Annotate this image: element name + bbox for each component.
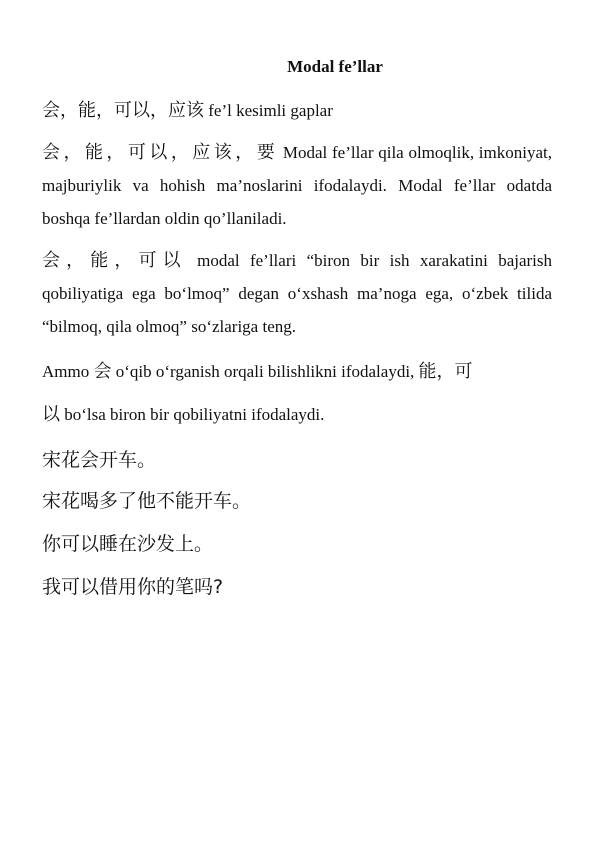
paragraph-difference-cont — [42, 398, 552, 431]
example-sentence: 你可以睡在沙发上。 — [42, 533, 214, 555]
paragraph3-text2: o‘qib o‘rganish orqali bilishlikni ifodalaydi, — [111, 362, 419, 381]
paragraph2-text: modal fe’llari “biron bir ish xarakatini bajarish qobiliyatiga ega bo‘lmoq” degan o‘xshash ma’noga ega, o‘zbek tilida “bilmoq, qila olmoq” so‘zlariga teng. — [42, 251, 553, 336]
paragraph1-cjk: 会，能，可以，应该，要 — [42, 142, 279, 163]
page-title: Modal fe’llar — [287, 57, 383, 76]
paragraph3-cjk1: 会 — [93, 361, 112, 382]
example-sentence: 宋花会开车。 — [42, 449, 157, 471]
heading-line-text: fe’l kesimli gaplar — [204, 101, 333, 120]
example-sentence: 我可以借用你的笔吗? — [42, 576, 224, 598]
paragraph3-cont-text: bo‘lsa biron bir qobiliyatni ifodalaydi. — [60, 405, 325, 424]
paragraph3-cont-cjk: 以 — [42, 404, 60, 425]
heading-line — [42, 94, 552, 127]
paragraph-modal-verbs — [42, 136, 552, 235]
paragraph2-cjk: 会，能，可以 — [42, 250, 187, 271]
paragraph-ability-meaning — [42, 244, 552, 343]
paragraph-difference — [42, 355, 552, 388]
example-sentence: 宋花喝多了他不能开车。 — [42, 490, 252, 512]
paragraph3-cjk2: 能，可 — [418, 361, 473, 382]
paragraph3-text1: Ammo — [42, 362, 94, 381]
heading-line-cjk: 会，能，可以，应该 — [42, 100, 204, 121]
paragraph1-text: Modal fe’llar qila olmoqlik, imkoniyat, majburiylik va hohish ma’noslarini ifodalaydi. Modal fe’llar odatda boshqa fe’llardan oldin qo’llaniladi. — [42, 143, 552, 228]
